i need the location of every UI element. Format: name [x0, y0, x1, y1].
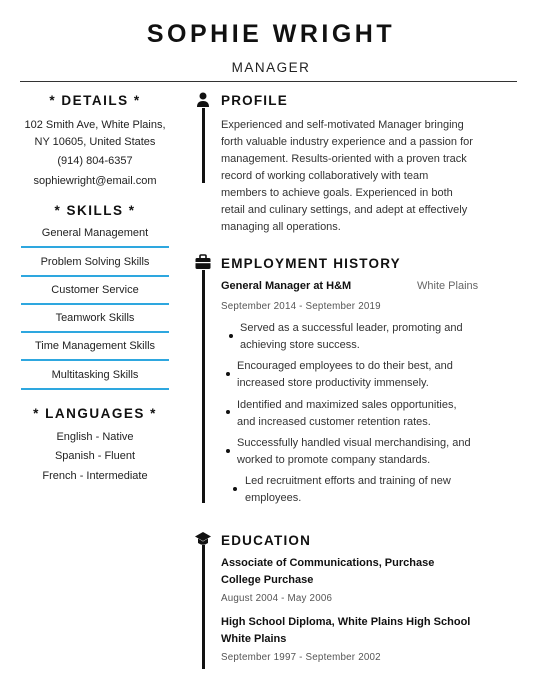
profile-summary: Experienced and self-motivated Manager bringing forth valuable industry experience and a passion for management. Results-oriented with a proven track record of working collaboratively with team members to achieve goals. Experienced in both retail and culinary settings, and adept at effectively managing all operations. — [221, 119, 473, 233]
skill-item: General Management — [21, 221, 169, 248]
language-item: French - Intermediate — [42, 470, 148, 482]
job-location: White Plains — [417, 280, 479, 292]
skill-item: Teamwork Skills — [21, 306, 169, 333]
language-item: English - Native — [56, 431, 134, 443]
job-bullet: Led recruitment efforts and training of new employees. — [245, 475, 451, 504]
languages-heading: * LANGUAGES * — [33, 406, 157, 421]
education-dates: September 1997 - September 2002 — [221, 652, 381, 663]
timeline-line-education — [202, 545, 205, 669]
job-role: MANAGER — [231, 60, 311, 75]
job-bullet: Successfully handled visual merchandising, and worked to promote company standards. — [237, 437, 471, 466]
phone-number: (914) 804-6357 — [57, 155, 133, 167]
skill-item: Problem Solving Skills — [21, 250, 169, 277]
address-line-1: 102 Smith Ave, White Plains, — [24, 119, 166, 131]
address-line-2: NY 10605, United States — [34, 136, 156, 148]
bullet-dot — [233, 487, 237, 491]
header-divider — [20, 81, 517, 82]
bullet-dot — [226, 410, 230, 414]
skills-heading: * SKILLS * — [54, 203, 136, 218]
job-bullet: Encouraged employees to do their best, and increased store productivity immensely. — [237, 360, 453, 389]
education-dates: August 2004 - May 2006 — [221, 593, 333, 604]
education-entry: High School Diploma, White Plains High School White Plains — [221, 616, 471, 645]
education-heading: EDUCATION — [221, 533, 312, 548]
profile-heading: PROFILE — [221, 93, 288, 108]
skill-item: Customer Service — [21, 278, 169, 305]
job-title: General Manager at H&M — [221, 280, 352, 292]
bullet-dot — [226, 372, 230, 376]
employment-heading: EMPLOYMENT HISTORY — [221, 256, 401, 271]
timeline-line-employment — [202, 270, 205, 503]
job-bullet: Identified and maximized sales opportunities, and increased customer retention rates. — [237, 399, 457, 428]
bullet-dot — [226, 449, 230, 453]
education-entry: Associate of Communications, Purchase College Purchase — [221, 557, 435, 586]
job-bullet: Served as a successful leader, promoting and achieving store success. — [240, 322, 463, 351]
graduation-cap-icon — [194, 530, 212, 548]
job-dates: September 2014 - September 2019 — [221, 301, 381, 312]
timeline-line-profile — [202, 108, 205, 183]
bullet-dot — [229, 334, 233, 338]
person-icon — [194, 91, 212, 109]
skill-item: Multitasking Skills — [21, 363, 169, 390]
language-item: Spanish - Fluent — [54, 450, 136, 462]
skill-item: Time Management Skills — [21, 334, 169, 361]
details-heading: * DETAILS * — [49, 93, 141, 108]
resume-name: SOPHIE WRIGHT — [146, 20, 396, 48]
email-address: sophiewright@email.com — [33, 175, 157, 187]
briefcase-icon — [194, 253, 212, 271]
